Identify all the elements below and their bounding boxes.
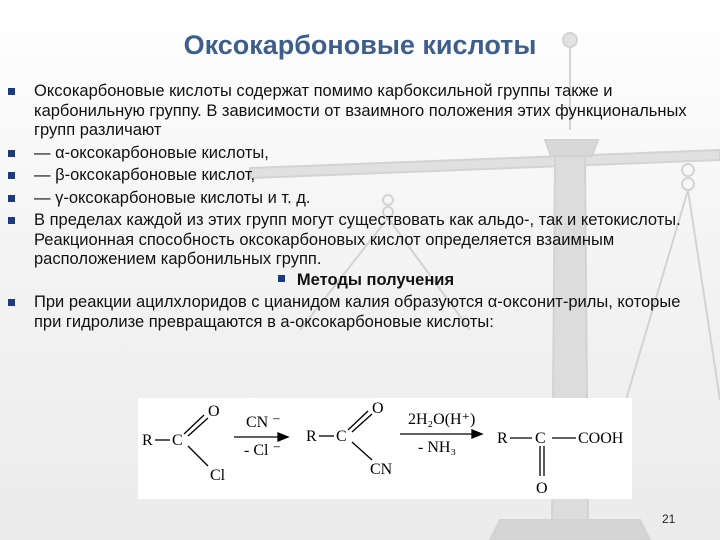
r-group-label: R bbox=[306, 428, 317, 445]
bullet-item bbox=[8, 211, 698, 290]
carboxyl-label: COOH bbox=[578, 430, 624, 447]
bullet-text: При реакции ацилхлоридов с цианидом калия образуются α-оксонит-рилы, которые при гидролизе превращаются в а-оксокарбоновые кислоты: bbox=[34, 293, 681, 331]
methods-heading bbox=[34, 271, 698, 291]
bullet-text: В пределах каждой из этих групп могут существовать как альдо-, так и кетокислоты. Реакционная способность оксокарбоновых кислот определяется взаимным расположением карбонильных групп. bbox=[34, 211, 681, 268]
oxygen-label: O bbox=[536, 480, 548, 497]
arrow-reagent-top: 2H₂O(H⁺) bbox=[408, 411, 476, 428]
square-bullet-icon bbox=[8, 299, 15, 306]
arrow-reagent-bottom: - Cl ⁻ bbox=[244, 442, 281, 459]
arrow-reagent-top: CN ⁻ bbox=[246, 414, 281, 431]
bullet-item bbox=[8, 189, 698, 209]
oxygen-label: O bbox=[372, 400, 384, 417]
methods-heading-text: Методы получения bbox=[296, 270, 455, 289]
bullet-text: — γ-оксокарбоновые кислоты и т. д. bbox=[34, 188, 311, 207]
carbon-label: C bbox=[336, 428, 347, 445]
r-group-label: R bbox=[497, 430, 508, 447]
bullet-item bbox=[8, 82, 698, 141]
page-number: 21 bbox=[662, 512, 676, 526]
nitrile-label: CN bbox=[370, 461, 393, 478]
bullet-item bbox=[8, 293, 698, 332]
square-bullet-icon bbox=[8, 217, 15, 224]
square-bullet-icon bbox=[8, 150, 15, 157]
arrow-reagent-bottom: - NH₃ bbox=[418, 439, 457, 456]
square-bullet-icon bbox=[278, 275, 285, 282]
bullet-item bbox=[8, 166, 698, 186]
carbon-label: C bbox=[535, 430, 546, 447]
chlorine-label: Cl bbox=[210, 467, 226, 484]
slide-title: Оксокарбоновые кислоты bbox=[183, 30, 537, 60]
reaction-diagram bbox=[138, 398, 632, 499]
square-bullet-icon bbox=[8, 88, 15, 95]
r-group-label: R bbox=[142, 432, 153, 449]
carbon-label: C bbox=[172, 432, 183, 449]
bullet-item bbox=[8, 144, 698, 164]
square-bullet-icon bbox=[8, 195, 15, 202]
bullet-list bbox=[8, 82, 698, 332]
reaction-scheme bbox=[138, 398, 632, 499]
bullet-text: — α-оксокарбоновые кислоты, bbox=[34, 143, 269, 162]
oxygen-label: O bbox=[208, 403, 220, 420]
square-bullet-icon bbox=[8, 172, 15, 179]
bullet-text: Оксокарбоновые кислоты содержат помимо карбоксильной группы также и карбонильную группу. В зависимости от взаимного положения этих функциональных групп различают bbox=[34, 82, 687, 139]
bullet-text: — β-оксокарбоновые кислот, bbox=[34, 166, 256, 184]
